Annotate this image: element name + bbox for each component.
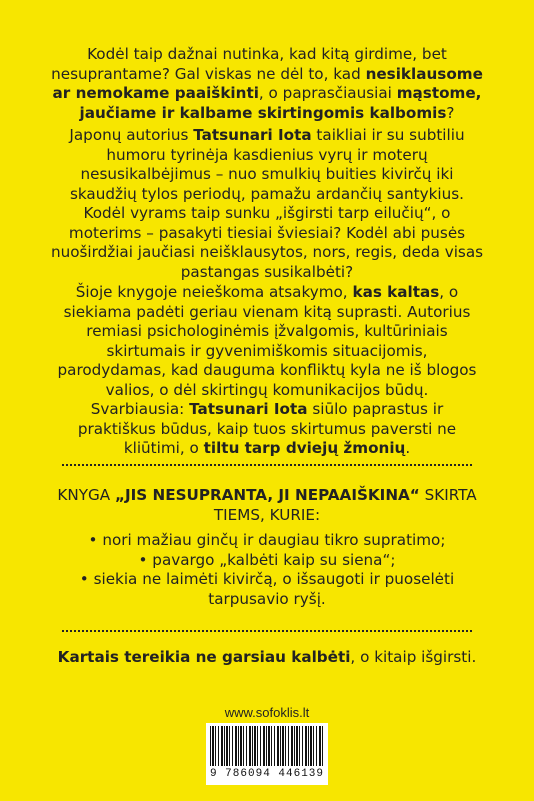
emphasis: nesiklausome ar nemokame paaiškinti	[52, 64, 483, 102]
list-item: • nori mažiau ginčų ir daugiau tikro supratimo;	[88, 531, 446, 549]
intro-paragraph: Kodėl taip dažnai nutinka, kad kitą girdime, bet nesuprantame? Gal viskas ne dėl to, kad nesiklausome ar nemokame paaiškinti, o paprasčiausiai mąstome, jaučiame ir kalbame skirtingomis kalbomis?	[51, 45, 483, 122]
publisher-website: www.sofoklis.lt	[224, 705, 310, 720]
purpose-paragraph: Šioje knygoje neieškoma atsakymo, kas kaltas, o siekiama padėti geriau vienam kitą suprasti. Autorius remiasi psichologinėmis įžvalgomis, kultūriniais skirtumais ir gyvenimiškomis situacijomis, parodydamas, kad dauguma konfliktų kyla ne iš blogos valios, o dėl skirtingų komunikacijos būdų. Svarbiausia: Tatsunari Iota siūlo paprastus ir praktiškus būdus, kaip tuos skirtumus paversti ne kliūtimi, o tiltu tarp dviejų žmonių.	[57, 283, 477, 457]
emphasis: kas kaltas	[352, 283, 440, 301]
emphasis: mąstome, jaučiame ir kalbame skirtingomis kalbomis	[79, 84, 482, 122]
list-item: • siekia ne laimėti kivirčą, o išsaugoti ir puoselėti tarpusavio ryšį.	[79, 570, 455, 608]
book-title: „JIS NESUPRANTA, JI NEPAAIŠKINA“	[114, 486, 420, 504]
audience-heading: KNYGA „JIS NESUPRANTA, JI NEPAAIŠKINA“ SKIRTA TIEMS, KURIE:	[57, 486, 477, 524]
dotted-divider	[62, 464, 472, 466]
emphasis: tiltu tarp dviejų žmonių	[203, 439, 406, 457]
author-paragraph: Japonų autorius Tatsunari Iota taikliai ir su subtiliu humoru tyrinėja kasdienius vyrų ir moterų nesusikalbėjimus – nuo smulkių buities kivirčų iki skaudžių tylos periodų, pamažu ardančių santykius. Kodėl vyrams taip sunku „išgirsti tarp eilučių“, o moterims – pasakyti tiesiai šviesiai? Kodėl abi pusės nuoširdžiai jaučiasi neišklausytos, nors, regis, deda visas pastangas susikalbėti?	[50, 126, 484, 281]
list-item: • pavargo „kalbėti kaip su siena“;	[138, 550, 396, 569]
author-name: Tatsunari Iota	[189, 400, 308, 418]
emphasis: Kartais tereikia ne garsiau kalbėti	[57, 648, 351, 666]
dotted-divider	[62, 630, 472, 632]
closing-line: Kartais tereikia ne garsiau kalbėti, o kitaip išgirsti.	[57, 648, 477, 666]
audience-list	[50, 531, 484, 609]
barcode-bars	[210, 726, 324, 766]
author-name: Tatsunari Iota	[193, 126, 312, 144]
isbn-barcode	[206, 723, 328, 785]
isbn-number: 9 786094 446139	[209, 768, 325, 780]
